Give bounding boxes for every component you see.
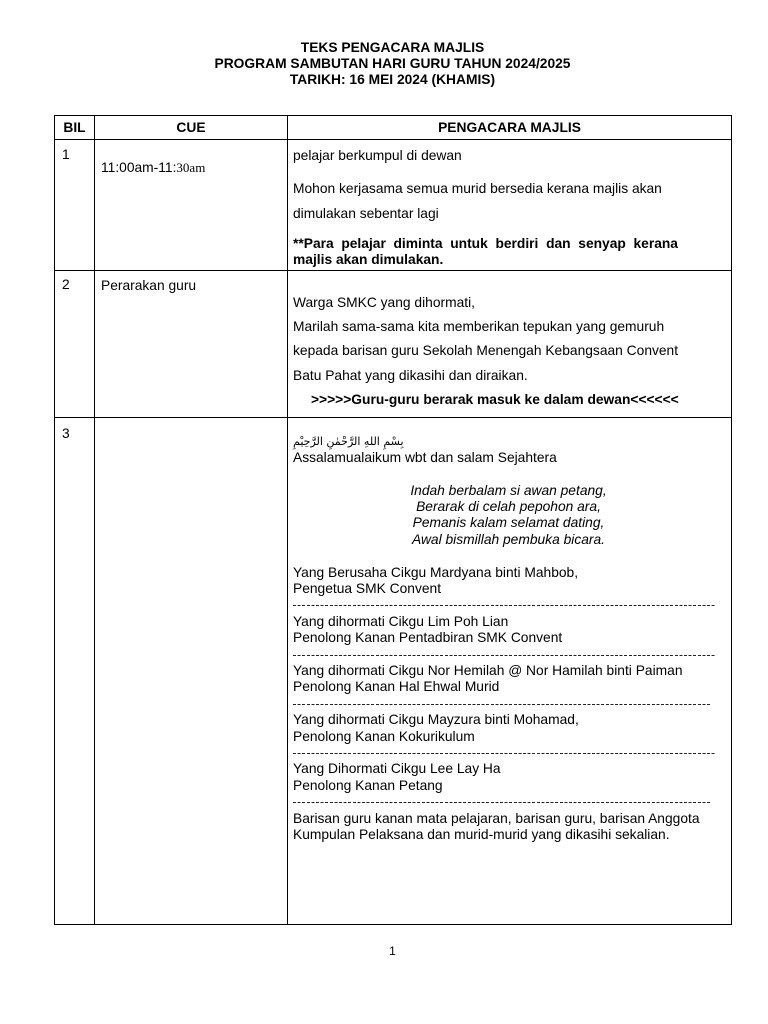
dignitary-name: Yang dihormati Cikgu Nor Hemilah @ Nor Hamilah binti Paiman [293, 663, 683, 678]
dignitary-position: Penolong Kanan Petang [293, 777, 443, 793]
dignitary-block [293, 565, 724, 598]
cue-time [101, 159, 287, 177]
separator-line [293, 647, 724, 663]
dignitary-block [293, 761, 724, 794]
bil-cell [55, 140, 95, 271]
table-row [55, 271, 732, 418]
pantun-verse [293, 483, 724, 549]
column-header-pengacara-majlis: PENGACARA MAJLIS [288, 116, 732, 140]
basmalah-line [293, 433, 724, 449]
dignitary-block [293, 663, 724, 696]
separator-line [293, 696, 724, 712]
cue-cell [95, 418, 288, 925]
script-cell [288, 140, 732, 271]
column-header-bil: BIL [55, 116, 95, 140]
event-date: TARIKH: 16 MEI 2024 (KHAMIS) [289, 72, 496, 87]
cue-time-minutes: 30am [176, 160, 206, 175]
basmalah-text: بِسْمِ اللهِ الرَّحْمٰنِ الرَّحِيْمِ [293, 435, 404, 449]
greeting-line: Assalamualaikum wbt dan salam Sejahtera [293, 449, 557, 465]
dignitary-position: Penolong Kanan Kokurikulum [293, 728, 475, 744]
script-line: Marilah sama-sama kita memberikan tepukan yang gemuruh [293, 319, 665, 335]
cue-time-text: 11:00am-11: [101, 160, 177, 175]
announcement-line: Mohon kerjasama semua murid bersedia kerana majlis akan [293, 180, 662, 196]
row-number: 1 [62, 147, 70, 162]
dignitary-position: Penolong Kanan Pentadbiran SMK Convent [293, 630, 563, 646]
bil-cell [55, 418, 95, 925]
procession-instruction: >>>>>Guru-guru berarak masuk ke dalam dewan<<<<<< [311, 392, 679, 408]
closing-greeting [293, 811, 724, 844]
dignitary-position: Penolong Kanan Hal Ehwal Murid [293, 679, 500, 695]
instruction-line: majlis akan dimulakan. [293, 252, 444, 267]
pantun-line: Indah berbalam si awan petang, [410, 482, 607, 498]
table-row [55, 140, 732, 271]
closing-line: Kumpulan Pelaksana dan murid-murid yang dikasihi sekalian. [293, 827, 670, 843]
announcement-line: dimulakan sebentar lagi [293, 205, 439, 221]
row-number: 3 [62, 426, 70, 441]
program-title: PROGRAM SAMBUTAN HARI GURU TAHUN 2024/2025 [214, 56, 571, 71]
script-cell [288, 271, 732, 418]
document-title: TEKS PENGACARA MAJLIS [300, 40, 485, 55]
cue-label: Perarakan guru [101, 278, 197, 293]
cue-cell [95, 271, 288, 418]
closing-line: Barisan guru kanan mata pelajaran, barisan guru, barisan Anggota [293, 810, 700, 826]
dignitary-name: Yang Berusaha Cikgu Mardyana binti Mahbob, [293, 564, 579, 580]
script-line: kepada barisan guru Sekolah Menengah Kebangsaan Convent [293, 343, 679, 359]
separator-line [293, 794, 724, 810]
spacer [293, 466, 724, 482]
script-line: Batu Pahat yang dikasihi dan diraikan. [293, 367, 528, 383]
bil-cell [55, 271, 95, 418]
column-header-cue: CUE [95, 116, 288, 140]
row-number: 2 [62, 277, 70, 292]
page-number: 1 [389, 944, 396, 958]
announcement-paragraph [293, 176, 724, 226]
dignitary-name: Yang dihormati Cikgu Mayzura binti Mohamad, [293, 712, 579, 728]
pantun-line: Awal bismillah pembuka bicara. [412, 531, 605, 547]
emcee-script-table [54, 115, 732, 925]
separator-line [293, 597, 724, 613]
document-header [54, 40, 731, 88]
cue-cell [95, 140, 288, 271]
dignitary-name: Yang dihormati Cikgu Lim Poh Lian [293, 613, 509, 629]
dignitary-position: Pengetua SMK Convent [293, 581, 442, 596]
table-header-row [55, 116, 732, 140]
instruction-paragraph [293, 236, 724, 269]
dignitary-name: Yang Dihormati Cikgu Lee Lay Ha [293, 761, 501, 777]
instruction-line: **Para pelajar diminta untuk berdiri dan senyap kerana [293, 235, 678, 251]
assembly-note: pelajar berkumpul di dewan [293, 148, 462, 163]
script-line: Warga SMKC yang dihormati, [293, 294, 475, 310]
dignitary-block [293, 614, 724, 647]
script-cell [288, 418, 732, 925]
separator-line [293, 745, 724, 761]
pantun-line: Pemanis kalam selamat dating, [412, 515, 605, 531]
pantun-line: Berarak di celah pepohon ara, [416, 498, 601, 514]
table-row [55, 418, 732, 925]
dignitary-block [293, 712, 724, 745]
spacer [293, 548, 724, 564]
